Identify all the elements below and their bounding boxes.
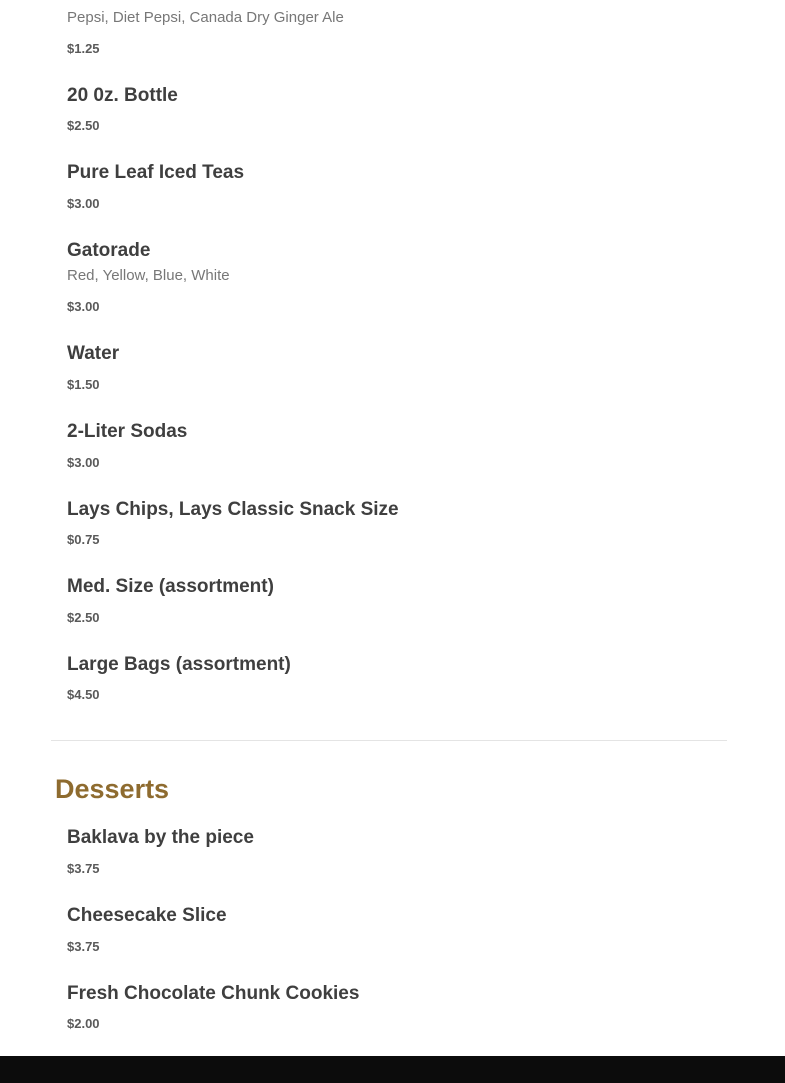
item-name: Med. Size (assortment) (67, 576, 274, 597)
item-price: $3.75 (67, 861, 100, 876)
item-description: Red, Yellow, Blue, White (67, 267, 230, 284)
item-name: Cheesecake Slice (67, 905, 227, 926)
item-price: $1.25 (67, 41, 100, 56)
item-price: $3.00 (67, 455, 100, 470)
section-title-desserts: Desserts (55, 774, 170, 804)
item-name: 20 0z. Bottle (67, 85, 178, 106)
footer-bar (0, 1056, 785, 1083)
item-price: $2.50 (67, 118, 100, 133)
section-divider (51, 740, 727, 741)
item-price: $3.00 (67, 299, 100, 314)
item-price: $3.00 (67, 196, 100, 211)
item-name: Fresh Chocolate Chunk Cookies (67, 983, 360, 1004)
item-name: Large Bags (assortment) (67, 654, 291, 675)
item-price: $0.75 (67, 532, 100, 547)
item-name: 2-Liter Sodas (67, 421, 188, 442)
item-price: $2.00 (67, 1016, 100, 1031)
item-name: Water (67, 343, 120, 364)
item-name: Baklava by the piece (67, 827, 254, 848)
item-price: $4.50 (67, 687, 100, 702)
item-name: Gatorade (67, 240, 151, 261)
item-name: Lays Chips, Lays Classic Snack Size (67, 499, 399, 520)
item-description: Pepsi, Diet Pepsi, Canada Dry Ginger Ale (67, 9, 344, 26)
item-price: $2.50 (67, 610, 100, 625)
item-price: $3.75 (67, 939, 100, 954)
item-name: Pure Leaf Iced Teas (67, 162, 245, 183)
item-price: $1.50 (67, 377, 100, 392)
